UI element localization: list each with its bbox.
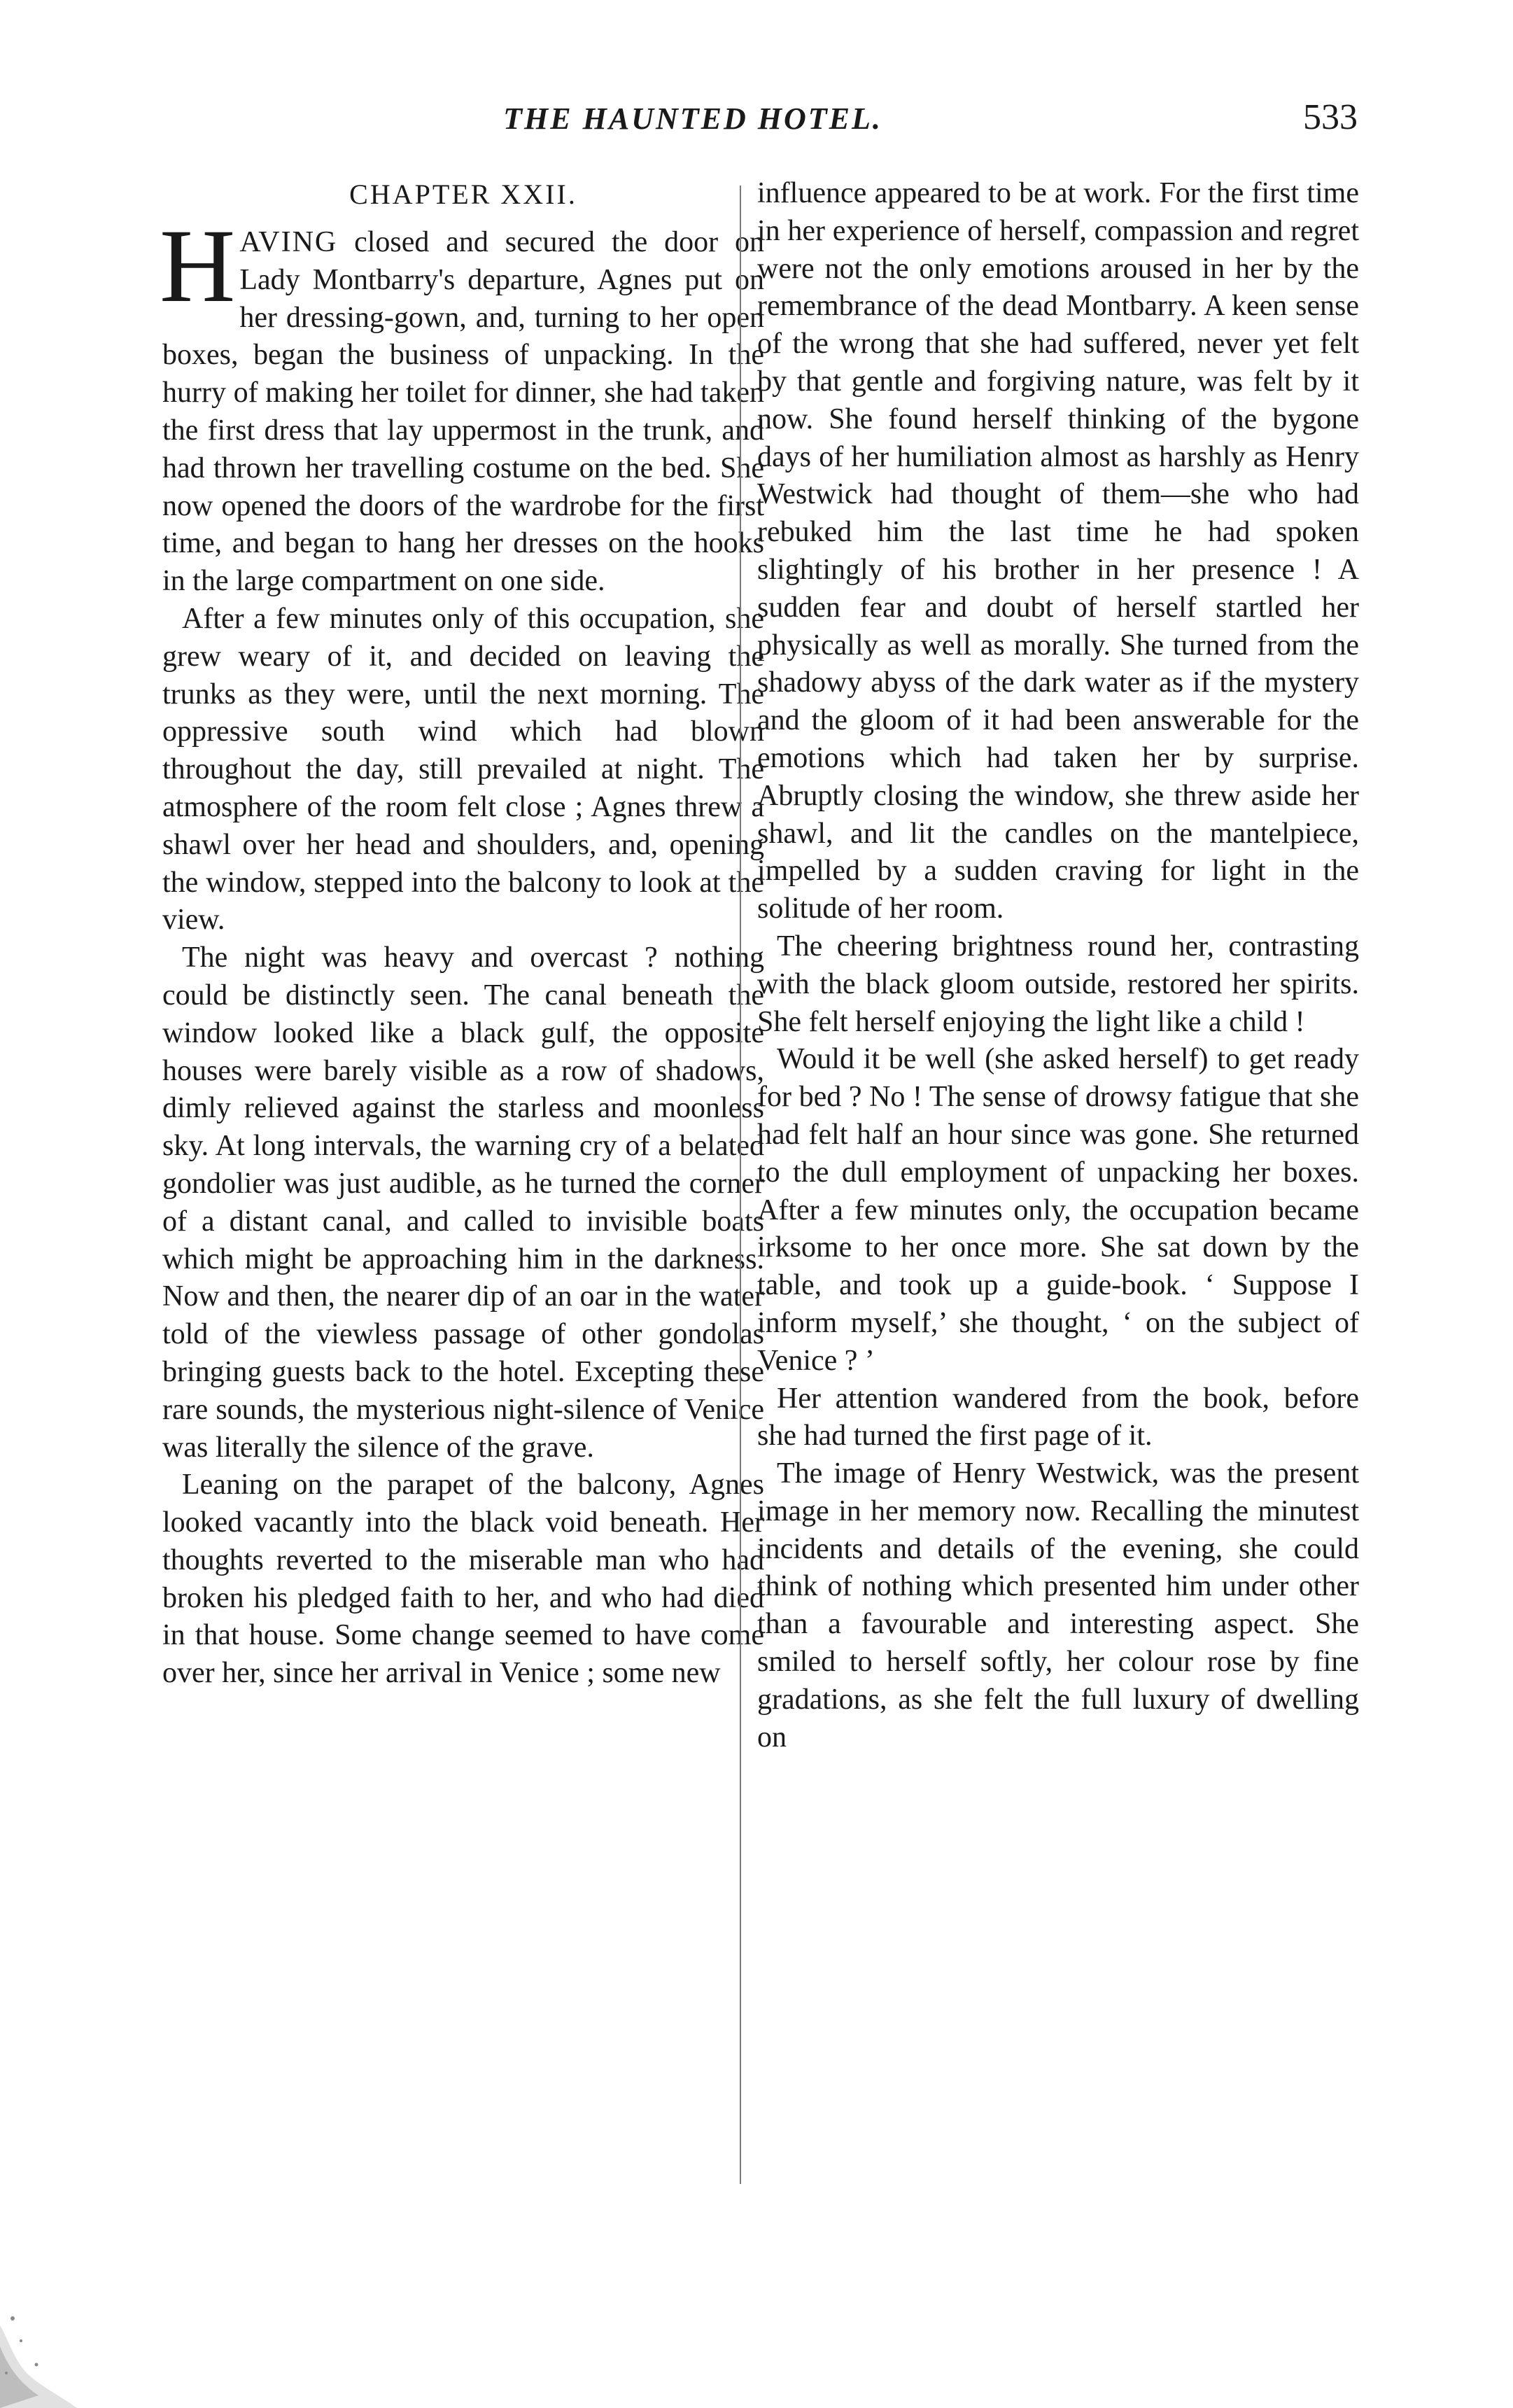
- paragraph: After a few minutes only of this occupation, she grew weary of it, and decided on leaving the trunks as they were, until the next morning. The oppressive south wind which had blown throughout the day, still prevailed at night. The atmosphere of the room felt close ; Agnes threw a shawl over her head and shoulders, and, opening the window, stepped into the balcony to look at the view.: [162, 602, 764, 937]
- paragraph-text: closed and secured the door on Lady Montbarry's departure, Agnes put on her dressing-gown, and, turning to her open boxes, began the business of unpacking. In the hurry of making her toilet for dinner, she had taken the first dress that lay uppermost in the trunk, and had thrown her travelling costume on the bed. She now opened the doors of the wardrobe for the first time, and began to hang her dresses on the hooks in the large compartment on one side.: [162, 226, 764, 598]
- page-corner-smudge: [0, 2297, 77, 2408]
- left-column: [162, 175, 764, 1693]
- paragraph: The night was heavy and overcast ? nothing could be distinctly seen. The canal beneath the window looked like a black gulf, the opposite houses were barely visible as a row of shadows, dimly relieved against the starless and moonless sky. At long intervals, the warning cry of a belated gondolier was just audible, as he turned the corner of a distant canal, and called to invisible boats which might be approaching him in the darkness. Now and then, the nearer dip of an oar in the water told of the viewless passage of other gondolas bringing guests back to the hotel. Excepting these rare sounds, the mysterious night-silence of Venice was literally the silence of the grave.: [162, 941, 764, 1464]
- paragraph: The cheering brightness round her, contrasting with the black gloom outside, restored her spirits. She felt herself enjoying the light like a child !: [757, 930, 1359, 1038]
- paragraph: The image of Henry Westwick, was the present image in her memory now. Recalling the minutest incidents and details of the evening, she could think of nothing which presented him under other than a favourable and interesting aspect. She smiled to herself softly, her colour rose by fine gradations, as she felt the full luxury of dwelling on: [757, 1457, 1359, 1754]
- opening-paragraph: [160, 208, 764, 601]
- page-number: 533: [1303, 97, 1358, 137]
- chapter-heading: CHAPTER XXII.: [349, 178, 577, 210]
- column-divider: [740, 186, 741, 2184]
- running-title: THE HAUNTED HOTEL.: [503, 102, 882, 136]
- lead-caps: AVING: [239, 226, 338, 258]
- right-column: [757, 175, 1359, 1756]
- paragraph: Her attention wandered from the book, before she had turned the first page of it.: [757, 1382, 1359, 1452]
- paragraph: Would it be well (she asked herself) to get ready for bed ? No ! The sense of drowsy fatigue that she had felt half an hour since was gone. She returned to the dull employment of unpacking her boxes. After a few minutes only, the occupation became irksome to her once more. She sat down by the table, and took up a guide-book. ‘ Suppose I inform myself,’ she thought, ‘ on the subject of Venice ? ’: [757, 1043, 1359, 1377]
- drop-cap: H: [160, 208, 236, 324]
- continued-paragraph: influence appeared to be at work. For the first time in her experience of herself, compassion and regret were not the only emotions aroused in her by the remembrance of the dead Montbarry. A keen sense of the wrong that she had suffered, never yet felt by that gentle and forgiving nature, was felt by it now. She found herself thinking of the bygone days of her humiliation almost as harshly as Henry Westwick had thought of them—she who had rebuked him the last time he had spoken slightingly of his brother in her presence ! A sudden fear and doubt of herself startled her physically as well as morally. She turned from the shadowy abyss of the dark water as if the mystery and the gloom of it had been answerable for the emotions which had taken her by surprise. Abruptly closing the window, she threw aside her shawl, and lit the candles on the mantelpiece, impelled by a sudden craving for light in the solitude of her room.: [757, 177, 1359, 925]
- paragraph: Leaning on the parapet of the balcony, Agnes looked vacantly into the black void beneath. Her thoughts reverted to the miserable man who had broken his pledged faith to her, and who had died in that house. Some change seemed to have come over her, since her arrival in Venice ; some new: [162, 1469, 764, 1690]
